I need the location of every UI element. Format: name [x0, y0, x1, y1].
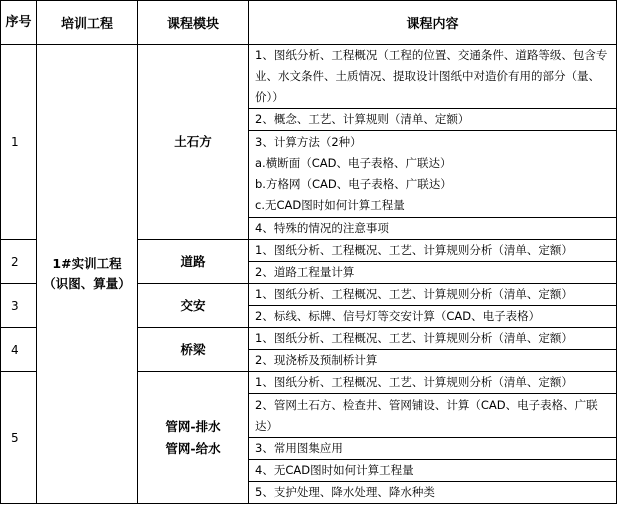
content-cell: 2、道路工程量计算 — [249, 262, 617, 284]
content-cell: 1、图纸分析、工程概况、工艺、计算规则分析（清单、定额） — [249, 328, 617, 350]
seq-cell: 4 — [1, 328, 37, 372]
program-cell — [37, 45, 138, 504]
program-title: 1#实训工程 — [52, 256, 122, 271]
table-row — [1, 45, 617, 109]
content-line: 3、计算方法（2种） — [255, 135, 362, 149]
module-cell — [138, 372, 249, 504]
module-line: 管网-排水 — [165, 418, 221, 434]
content-line: a.横断面（CAD、电子表格、广联达） — [255, 156, 452, 170]
content-cell — [249, 131, 617, 218]
seq-cell: 3 — [1, 284, 37, 328]
content-cell: 3、常用图集应用 — [249, 438, 617, 460]
content-cell: 4、无CAD图时如何计算工程量 — [249, 460, 617, 482]
module-cell: 交安 — [138, 284, 249, 328]
content-cell: 2、标线、标牌、信号灯等交安计算（CAD、电子表格） — [249, 306, 617, 328]
seq-cell: 1 — [1, 45, 37, 240]
content-cell: 4、特殊的情况的注意事项 — [249, 218, 617, 240]
module-cell: 土石方 — [138, 45, 249, 240]
header-program: 培训工程 — [37, 1, 138, 45]
table-header-row — [1, 1, 617, 45]
seq-cell: 5 — [1, 372, 37, 504]
content-cell: 2、现浇桥及预制桥计算 — [249, 350, 617, 372]
module-line: 管网-给水 — [165, 440, 221, 456]
program-subtitle: （识图、算量） — [43, 276, 131, 291]
content-cell: 5、支护处理、降水处理、降水种类 — [249, 482, 617, 504]
header-content: 课程内容 — [249, 1, 617, 45]
content-cell: 1、图纸分析、工程概况、工艺、计算规则分析（清单、定额） — [249, 284, 617, 306]
header-module: 课程模块 — [138, 1, 249, 45]
module-cell: 道路 — [138, 240, 249, 284]
content-cell: 1、图纸分析、工程概况、工艺、计算规则分析（清单、定额） — [249, 372, 617, 394]
seq-cell: 2 — [1, 240, 37, 284]
content-cell: 2、管网土石方、检查井、管网铺设、计算（CAD、电子表格、广联达） — [249, 394, 617, 438]
module-cell: 桥梁 — [138, 328, 249, 372]
content-line: b.方格网（CAD、电子表格、广联达） — [255, 177, 452, 191]
content-cell: 2、概念、工艺、计算规则（清单、定额） — [249, 109, 617, 131]
content-cell: 1、图纸分析、工程概况、工艺、计算规则分析（清单、定额） — [249, 240, 617, 262]
content-cell: 1、图纸分析、工程概况（工程的位置、交通条件、道路等级、包含专业、水文条件、土质情况、提取设计图纸中对造价有用的部分（量、价）） — [249, 45, 617, 109]
content-line: c.无CAD图时如何计算工程量 — [255, 198, 405, 212]
header-seq: 序号 — [1, 1, 37, 45]
